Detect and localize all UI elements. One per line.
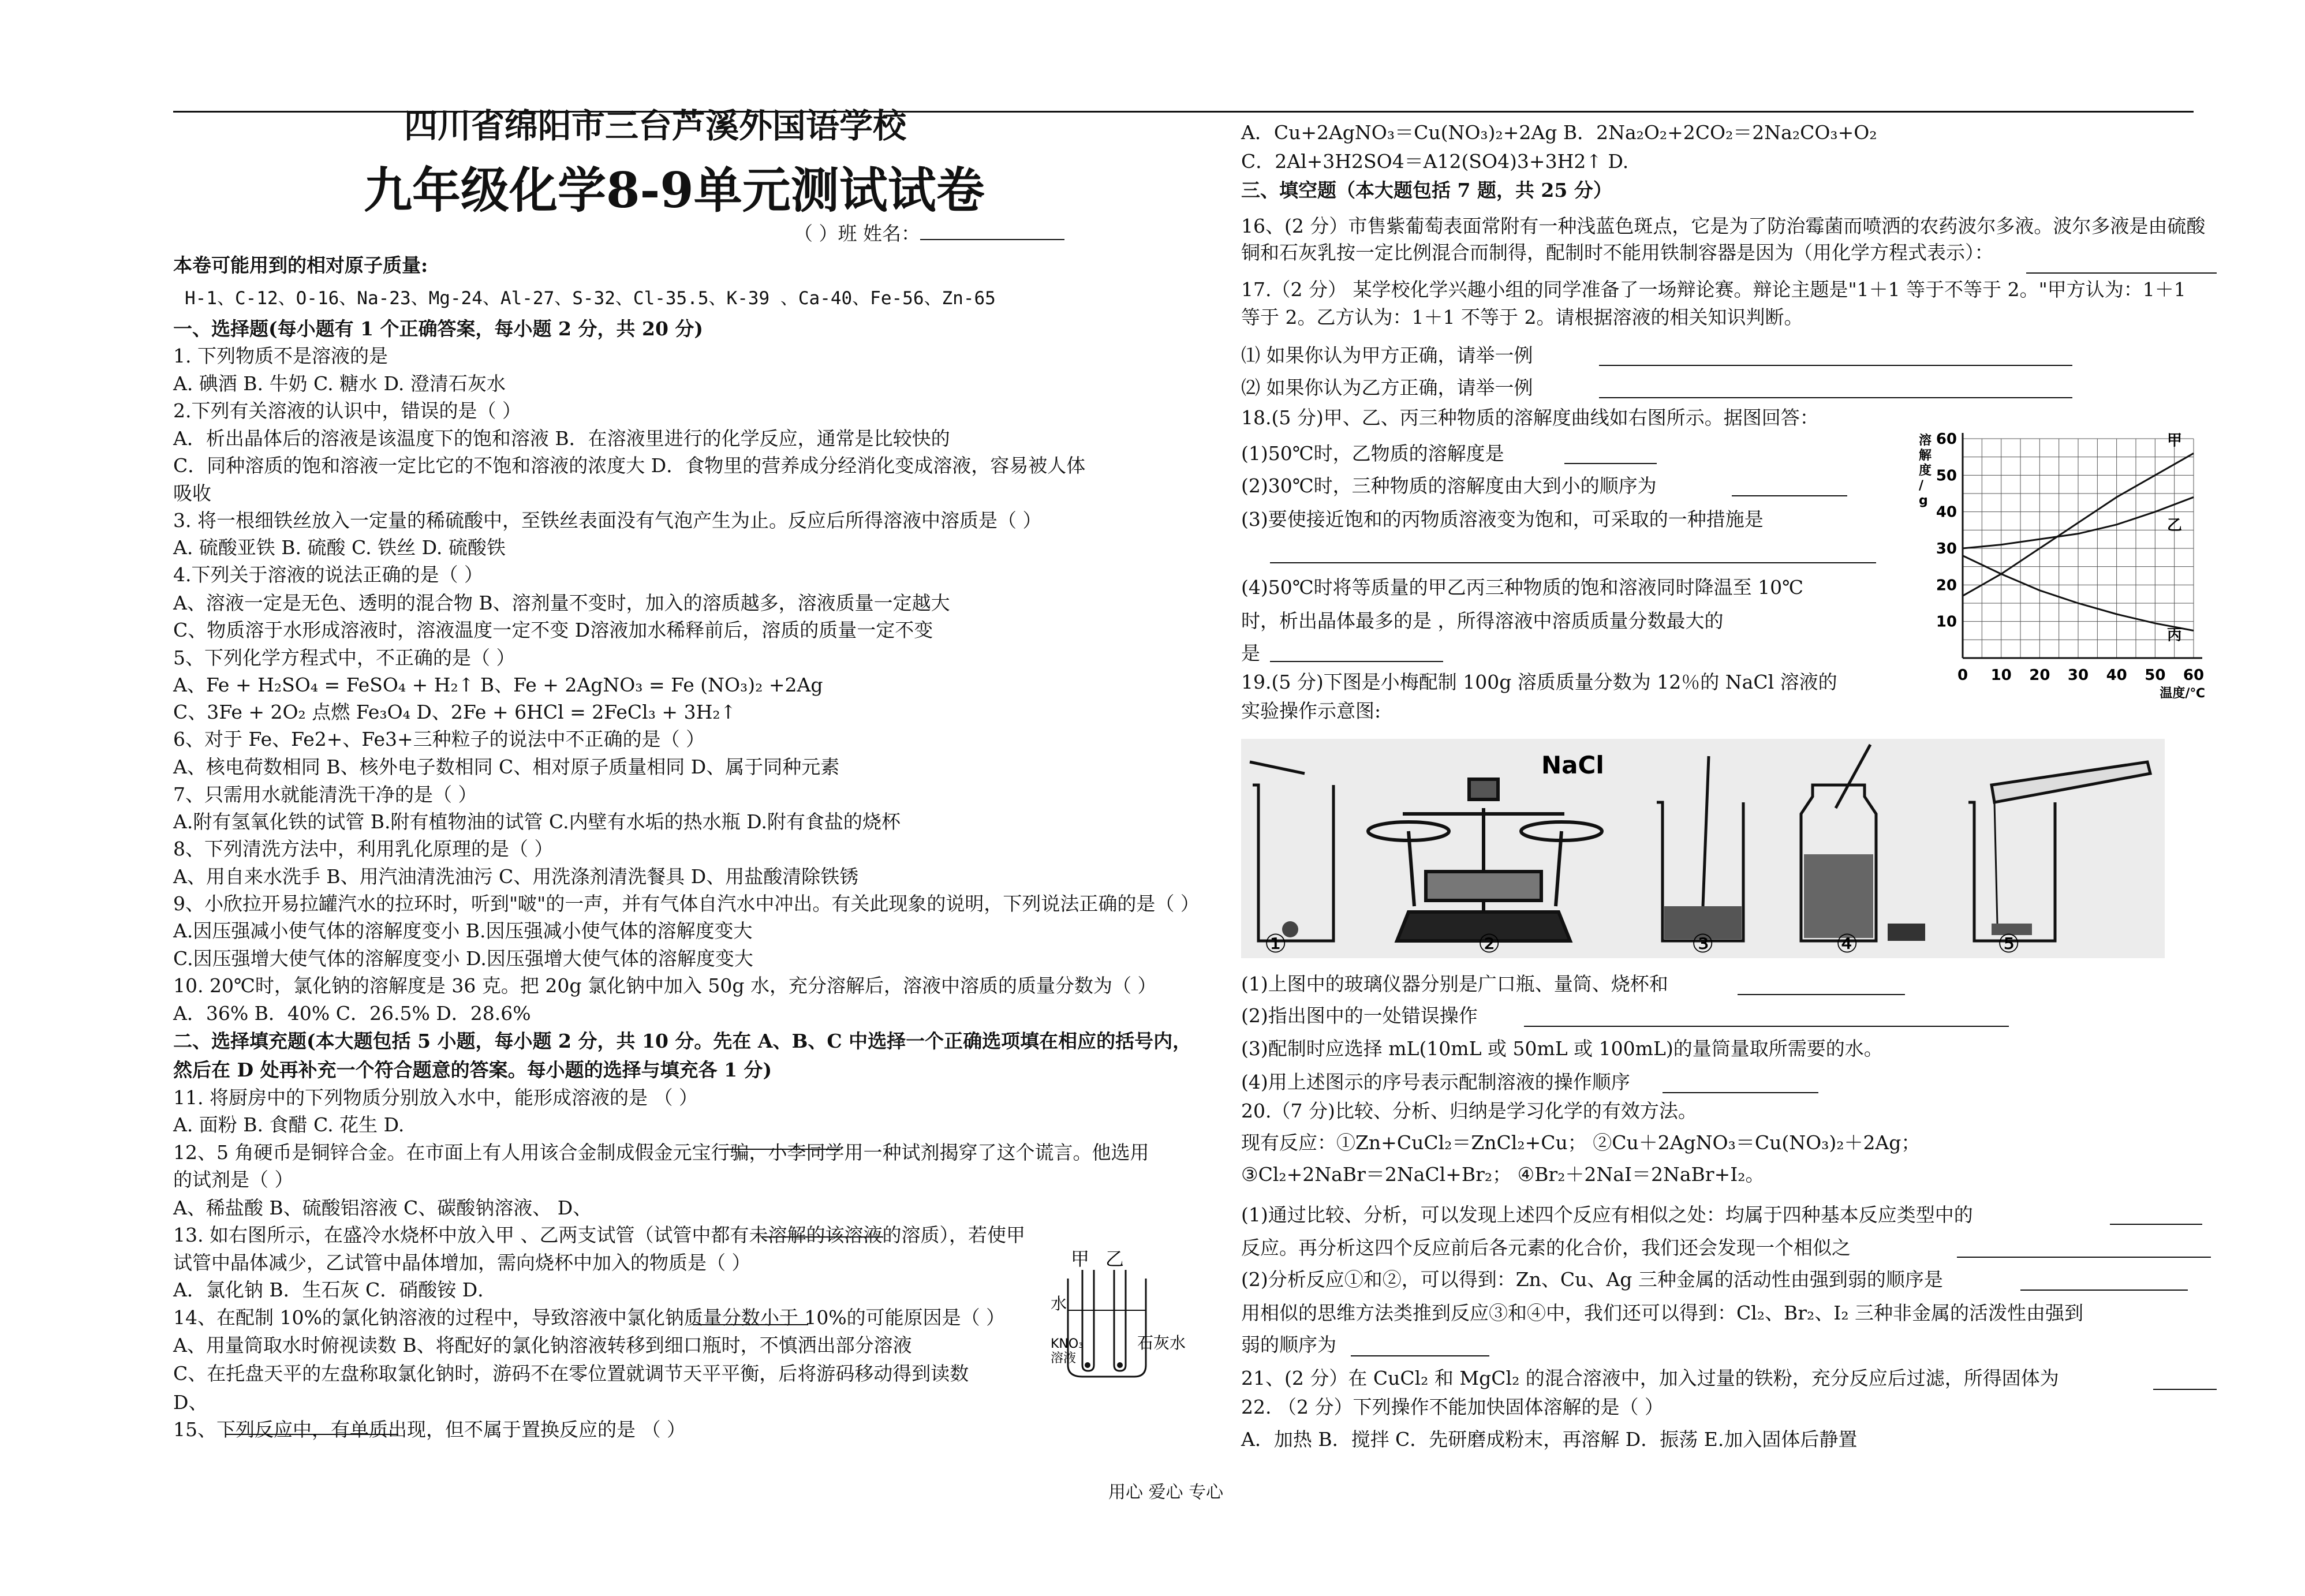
class-name-line [794,220,1064,245]
class-name-label: （ ）班 姓名： [794,222,920,245]
x-tick-label: 0 [1957,667,1968,684]
nacl-label: NaCl [1541,751,1604,779]
line-q3o: A. 硫酸亚铁 B. 硫酸 C. 铁丝 D. 硫酸铁 [173,536,506,559]
lab-procedure-figure [1241,739,2165,958]
step-label-3: ③ [1691,929,1714,958]
line-q18e: 时，析出晶体最多的是 ，所得溶液中溶质质量分数最大的 [1241,610,1724,632]
x-tick-label: 10 [1990,667,2012,684]
blank-q20c[interactable] [2020,1271,2188,1291]
blank-q19a[interactable] [1738,975,1905,995]
blank-q18a[interactable] [1564,444,1657,464]
line-q17d: ⑵ 如果你认为乙方正确，请举一例 [1241,376,1533,399]
blank-q20a[interactable] [2110,1205,2202,1225]
blank-q18c[interactable] [1270,544,1876,563]
line-q19e: (3)配制时应选择 mL(10mL 或 50mL 或 100mL)的量筒量取所需要的水。 [1241,1037,1883,1060]
line-q20g: 弱的顺序为 [1241,1333,1336,1356]
line-q13: 13. 如右图所示，在盛冷水烧杯中放入甲 、乙两支试管（试管中都有未溶解的该溶液的溶质），若使甲 [173,1224,1025,1246]
line-q20d: 反应。再分析这四个反应前后各元素的化合价，我们还会发现一个相似之 [1241,1236,1851,1259]
line-q18d: (4)50℃时将等质量的甲乙丙三种物质的饱和溶液同时降温至 10℃ [1241,576,1804,599]
line-q18c: (3)要使接近饱和的丙物质溶液变为饱和，可采取的一种措施是 [1241,508,1764,530]
line-q9c: C.因压强增大使气体的溶解度变小 D.因压强增大使气体的溶解度变大 [173,947,753,970]
line-q18: 18.(5 分)甲、乙、丙三种物质的溶解度曲线如右图所示。据图回答： [1241,406,1819,429]
tube-label-kno3-sol: 溶液 [1051,1351,1077,1366]
test-tube-figure [1051,1247,1189,1380]
line-q2: 2.下列有关溶液的认识中，错误的是（ ） [173,399,521,422]
line-q13o: A．氯化钠 B．生石灰 C．硝酸铵 D． [173,1279,497,1301]
atomic-mass-label: 本卷可能用到的相对原子质量: [173,254,428,276]
blank-q19f[interactable] [1663,1074,1818,1093]
solubility-chart [1911,427,2211,704]
line-q19c: (1)上图中的玻璃仪器分别是广口瓶、量筒、烧杯和 [1241,973,1668,995]
line-q2c: C．同种溶质的饱和溶液一定比它的不饱和溶液的浓度大 D．食物里的营养成分经消化变成溶液，容易被人体 [173,454,1086,477]
line-q12b: 的试剂是（ ） [173,1168,294,1191]
line-q14d: D、 [173,1391,208,1414]
blank-q19b[interactable] [1524,1007,2009,1027]
x-tick-label: 20 [2029,667,2050,684]
line-q19f: (4)用上述图示的序号表示配制溶液的操作顺序 [1241,1071,1630,1093]
line-q15: 15、下列反应中，有单质出现，但不属于置换反应的是 （ ） [173,1418,686,1441]
line-q18f: 是 [1241,642,1260,664]
line-q13b: 试管中晶体减少，乙试管中晶体增加，需向烧杯中加入的物质是（ ） [173,1251,751,1274]
tube-label-jia: 甲 [1071,1248,1090,1270]
line-q7o: A.附有氢氧化铁的试管 B.附有植物油的试管 C.内壁有水垢的热水瓶 D.附有食盐的烧杯 [173,810,901,833]
line-q22: 22. （2 分）下列操作不能加快固体溶解的是（ ） [1241,1396,1664,1418]
line-q11o: A. 面粉 B. 食醋 C. 花生 D. [173,1113,405,1136]
y-axis-label: 溶解度/ g [1919,433,1932,508]
exam-title: 九年级化学8-9单元测试试卷 [364,162,985,219]
line-q8o: A、用自来水洗手 B、用汽油清洗油污 C、用洗涤剂清洗餐具 D、用盐酸清除铁锈 [173,865,859,888]
line-q6: 6、对于 Fe、Fe2+、Fe3+三种粒子的说法中不正确的是（ ） [173,728,705,750]
atomic-mass-values: H-1、C-12、O-16、Na-23、Mg-24、Al-27、S-32、Cl-35.5、K-39 、Ca-40、Fe-56、Zn-65 [185,288,996,309]
line-q15c: C．2Al+3H2SO4＝A12(SO4)3+3H2↑ D. [1241,150,1629,173]
line-q20: 20.（7 分)比较、分析、归纳是学习化学的有效方法。 [1241,1100,1697,1122]
series-label-1: 甲 [2166,432,2182,450]
line-q17: 17.（2 分） 某学校化学兴趣小组的同学准备了一场辩论赛。辩论主题是"1＋1 等于不等于 2。"甲方认为：1＋1 [1241,278,2186,301]
line-q2d: 吸收 [173,482,211,504]
line-q8: 8、下列清洗方法中，利用乳化原理的是（ ） [173,838,554,860]
line-q3: 3. 将一根细铁丝放入一定量的稀硫酸中，至铁丝表面没有气泡产生为止。反应后所得溶液中溶质是（ ） [173,509,1042,532]
line-q20a: 现有反应：①Zn+CuCl₂＝ZnCl₂+Cu； ②Cu＋2AgNO₃＝Cu(NO₃)₂＋2Ag； [1241,1131,1921,1154]
line-q18a: (1)50℃时，乙物质的溶解度是 [1241,442,1504,465]
x-tick-label: 30 [2067,667,2089,684]
line-q10o: A．36% B．40% C．26.5% D．28.6% [173,1002,531,1025]
line-q1: 1. 下列物质不是溶液的是 [173,345,388,367]
line-q16: 16、(2 分）市售紫葡萄表面常附有一种浅蓝色斑点，它是为了防治霉菌而喷洒的农药波尔多液。波尔多液是由硫酸 [1241,215,2206,237]
blank-q20d[interactable] [1351,1337,1489,1356]
blank-q20b[interactable] [1957,1238,2211,1258]
y-tick-label: 40 [1936,503,1957,521]
series-label-3: 丙 [2166,626,2182,644]
line-q4c: C、物质溶于水形成溶液时，溶液温度一定不变 D溶液加水稀释前后，溶质的质量一定不变 [173,619,933,641]
tube-label-kno3: KNO₃ [1051,1337,1084,1351]
line-q20f: 用相似的思维方法类推到反应③和④中，我们还可以得到：Cl₂、Br₂、I₂ 三种非金属的活泼性由强到 [1241,1302,2084,1324]
line-q2a: A．析出晶体后的溶液是该温度下的饱和溶液 B．在溶液里进行的化学反应，通常是比较快的 [173,427,950,450]
line-q15a: A．Cu+2AgNO₃＝Cu(NO₃)₂+2Ag B．2Na₂O₂+2CO₂＝2Na₂CO₃+O₂ [1241,121,1877,144]
line-q14c: C、在托盘天平的左盘称取氯化钠时，游码不在零位置就调节天平平衡，后将游码移动得到读数 [173,1362,969,1385]
line-q18b: (2)30℃时，三种物质的溶解度由大到小的顺序为 [1241,474,1657,497]
line-q1o: A. 碘酒 B. 牛奶 C. 糖水 D. 澄清石灰水 [173,372,506,395]
line-q14: 14、在配制 10%的氯化钠溶液的过程中，导致溶液中氯化钠质量分数小于 10%的可能原因是（ ） [173,1306,1006,1329]
line-q12o: A、稀盐酸 B、硫酸铝溶液 C、碳酸钠溶液、 D、 [173,1197,592,1219]
line-q4a: A、溶液一定是无色、透明的混合物 B、溶剂量不变时，加入的溶质越多，溶液质量一定越大 [173,592,950,614]
series-label-2: 乙 [2166,517,2182,535]
line-q9: 9、小欣拉开易拉罐汽水的拉环时，听到"啵"的一声，并有气体自汽水中冲出。有关此现象的说明，下列说法正确的是（ ） [173,892,1200,915]
blank-q11[interactable] [719,1130,840,1150]
blank-q12[interactable] [762,1218,883,1238]
line-q17c: ⑴ 如果你认为甲方正确，请举一例 [1241,344,1533,367]
line-q5: 5、下列化学方程式中，不正确的是（ ） [173,646,515,669]
blank-q21[interactable] [2153,1370,2217,1390]
line-q21: 21、(2 分）在 CuCl₂ 和 MgCl₂ 的混合溶液中，加入过量的铁粉，充分反应后过滤，所得固体为 [1241,1367,2059,1389]
step-label-4: ④ [1836,929,1859,958]
step-label-5: ⑤ [1997,929,2020,958]
line-q20b: ③Cl₂+2NaBr＝2NaCl+Br₂； ④Br₂＋2NaI＝2NaBr+I₂。 [1241,1163,1765,1186]
tube-label-water: 水 [1051,1294,1067,1313]
blank-q18b[interactable] [1732,477,1847,496]
line-q20e: (2)分析反应①和②，可以得到：Zn、Cu、Ag 三种金属的活动性由强到弱的顺序是 [1241,1268,1943,1291]
x-tick-label: 60 [2183,667,2205,684]
tube-label-lime: 石灰水 [1137,1333,1186,1352]
x-tick-label: 50 [2145,667,2166,684]
line-s2b: 然后在 D 处再补充一个符合题意的答案。每小题的选择与填充各 1 分) [173,1059,772,1081]
line-q5c: C、3Fe + 2O₂ 点燃 Fe₃O₄ D、2Fe + 6HCl = 2FeCl₃ + 3H₂↑ [173,701,737,723]
y-tick-label: 20 [1936,577,1957,595]
line-q14a: A、用量筒取水时俯视读数 B、将配好的氯化钠溶液转移到细口瓶时，不慎洒出部分溶液 [173,1334,912,1356]
step-label-2: ② [1478,929,1501,958]
line-q4: 4.下列关于溶液的说法正确的是（ ） [173,563,483,586]
y-tick-label: 50 [1936,467,1957,485]
line-q19b: 实验操作示意图: [1241,700,1381,722]
blank-q18f[interactable] [1270,642,1443,662]
y-tick-label: 30 [1936,540,1957,558]
line-q9a: A.因压强减小使气体的溶解度变小 B.因压强减小使气体的溶解度变大 [173,920,753,942]
name-blank[interactable] [920,220,1064,240]
blank-q13[interactable] [693,1306,808,1325]
line-q17b: 等于 2。乙方认为：1＋1 不等于 2。请根据溶液的相关知识判断。 [1241,306,1803,328]
y-tick-label: 60 [1936,431,1957,448]
line-q6o: A、核电荷数相同 B、核外电子数相同 C、相对原子质量相同 D、属于同种元素 [173,756,840,778]
line-q5a: A、Fe + H₂SO₄ = FeSO₄ + H₂↑ B、Fe + 2AgNO₃ = Fe (NO₃)₂ +2Ag [173,674,823,696]
line-q19d: (2)指出图中的一处错误操作 [1241,1004,1478,1027]
tube-label-yi: 乙 [1105,1248,1125,1270]
school-name: 四川省绵阳市三台芦溪外国语学校 [404,106,907,145]
line-q16b: 铜和石灰乳按一定比例混合而制得，配制时不能用铁制容器是因为（用化学方程式表示）： [1241,241,1994,264]
line-s1: 一、选择题(每小题有 1 个正确答案，每小题 2 分，共 20 分) [173,317,704,340]
blank-q16[interactable] [2026,254,2217,274]
line-q20c: (1)通过比较、分析，可以发现上述四个反应有相似之处：均属于四种基本反应类型中的 [1241,1203,1973,1226]
x-axis-label: 温度/℃ [2160,686,2205,701]
y-tick-label: 10 [1936,613,1957,631]
line-q12: 12、5 角硬币是铜锌合金。在市面上有人用该合金制成假金元宝行骗，小李同学用一种试剂揭穿了这个谎言。他选用 [173,1141,1149,1164]
line-q10: 10. 20℃时，氯化钠的溶解度是 36 克。把 20g 氯化钠中加入 50g 水，充分溶解后，溶液中溶质的质量分数为（ ） [173,974,1157,997]
blank-q14[interactable] [225,1415,398,1435]
blank-q17a[interactable] [1599,346,2072,366]
line-q19: 19.(5 分)下图是小梅配制 100g 溶质质量分数为 12％的 NaCl 溶液的 [1241,671,1837,693]
line-s2a: 二、选择填充题(本大题包括 5 小题，每小题 2 分，共 10 分。先在 A、B、C 中选择一个正确选项填在相应的括号内， [173,1030,1192,1052]
line-q22o: A．加热 B．搅拌 C．先研磨成粉末，再溶解 D．振荡 E.加入固体后静置 [1241,1428,1858,1451]
line-q7: 7、只需用水就能清洗干净的是（ ） [173,783,477,806]
blank-q17b[interactable] [1599,379,2072,398]
line-q11: 11. 将厨房中的下列物质分别放入水中，能形成溶液的是 （ ） [173,1086,698,1109]
line-s3: 三、填空题（本大题包括 7 题，共 25 分） [1241,179,1612,201]
x-tick-label: 40 [2106,667,2127,684]
page-footer: 用心 爱心 专心 [1108,1482,1224,1502]
step-label-1: ① [1264,929,1287,958]
